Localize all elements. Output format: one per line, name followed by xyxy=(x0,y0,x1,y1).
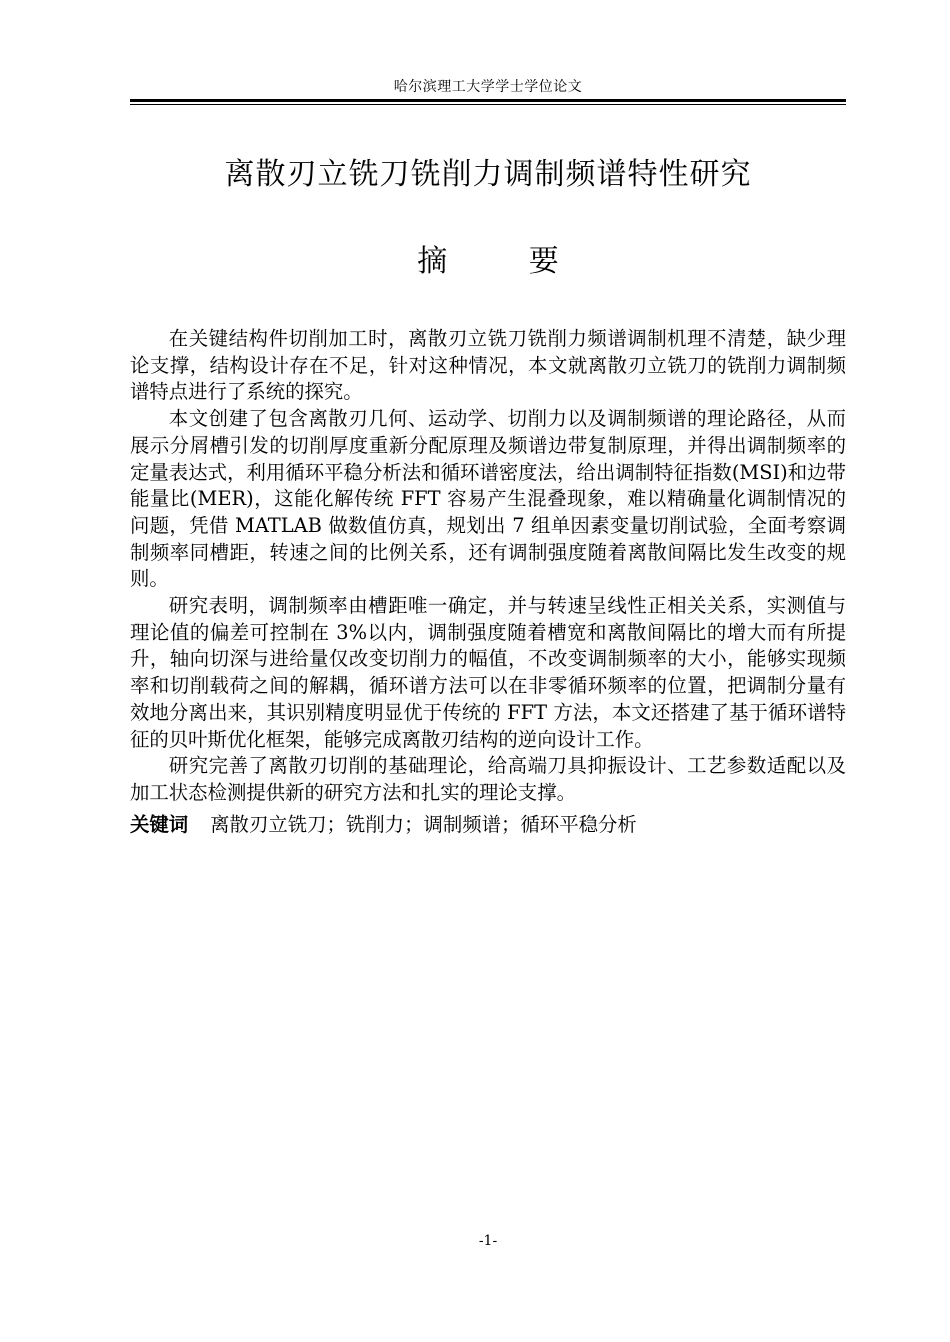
abstract-heading: 摘 要 xyxy=(417,244,595,279)
keywords-label: 关键词 xyxy=(130,813,189,836)
abstract-body xyxy=(130,326,846,807)
keywords-text: 离散刃立铣刀；铣削力；调制频谱；循环平稳分析 xyxy=(210,813,637,836)
abstract-paragraph-3: 研究表明，调制频率由槽距唯一确定，并与转速呈线性正相关关系，实测值与理论值的偏差可控制在 3%以内，调制强度随着槽宽和离散间隔比的增大而有所提升，轴向切深与进给量仅改变切削力的幅值，不改变调制频率的大小，能够实现频率和切削载荷之间的解耦，循环谱方法可以在非零循环频率的位置，把调制分量有效地分离出来，其识别精度明显优于传统的 FFT 方法，本文还搭建了基于循环谱特征的贝叶斯优化框架，能够完成离散刃结构的逆向设计工作。 xyxy=(130,594,846,751)
keywords-line xyxy=(130,812,846,838)
page-number: -1- xyxy=(478,1233,498,1249)
header-rule-thick xyxy=(130,99,846,102)
abstract-paragraph-4: 研究完善了离散刃切削的基础理论，给高端刀具抑振设计、工艺参数适配以及加工状态检测提供新的研究方法和扎实的理论支撑。 xyxy=(130,754,846,804)
abstract-paragraph-1: 在关键结构件切削加工时，离散刃立铣刀铣削力频谱调制机理不清楚，缺少理论支撑，结构设计存在不足，针对这种情况，本文就离散刃立铣刀的铣削力调制频谱特点进行了系统的探究。 xyxy=(130,327,846,404)
running-header: 哈尔滨理工大学学士学位论文 xyxy=(393,79,583,95)
header-rule-thin xyxy=(130,104,846,105)
abstract-paragraph-2: 本文创建了包含离散刃几何、运动学、切削力以及调制频谱的理论路径，从而展示分屑槽引发的切削厚度重新分配原理及频谱边带复制原理，并得出调制频率的定量表达式，利用循环平稳分析法和循环谱密度法，给出调制特征指数(MSI)和边带能量比(MER)，这能化解传统 FFT 容易产生混叠现象，难以精确量化调制情况的问题，凭借 MATLAB 做数值仿真，规划出 7 组单因素变量切削试验，全面考察调制频率同槽距，转速之间的比例关系，还有调制强度随着离散间隔比发生改变的规则。 xyxy=(130,407,846,591)
thesis-title: 离散刃立铣刀铣削力调制频谱特性研究 xyxy=(224,157,752,192)
